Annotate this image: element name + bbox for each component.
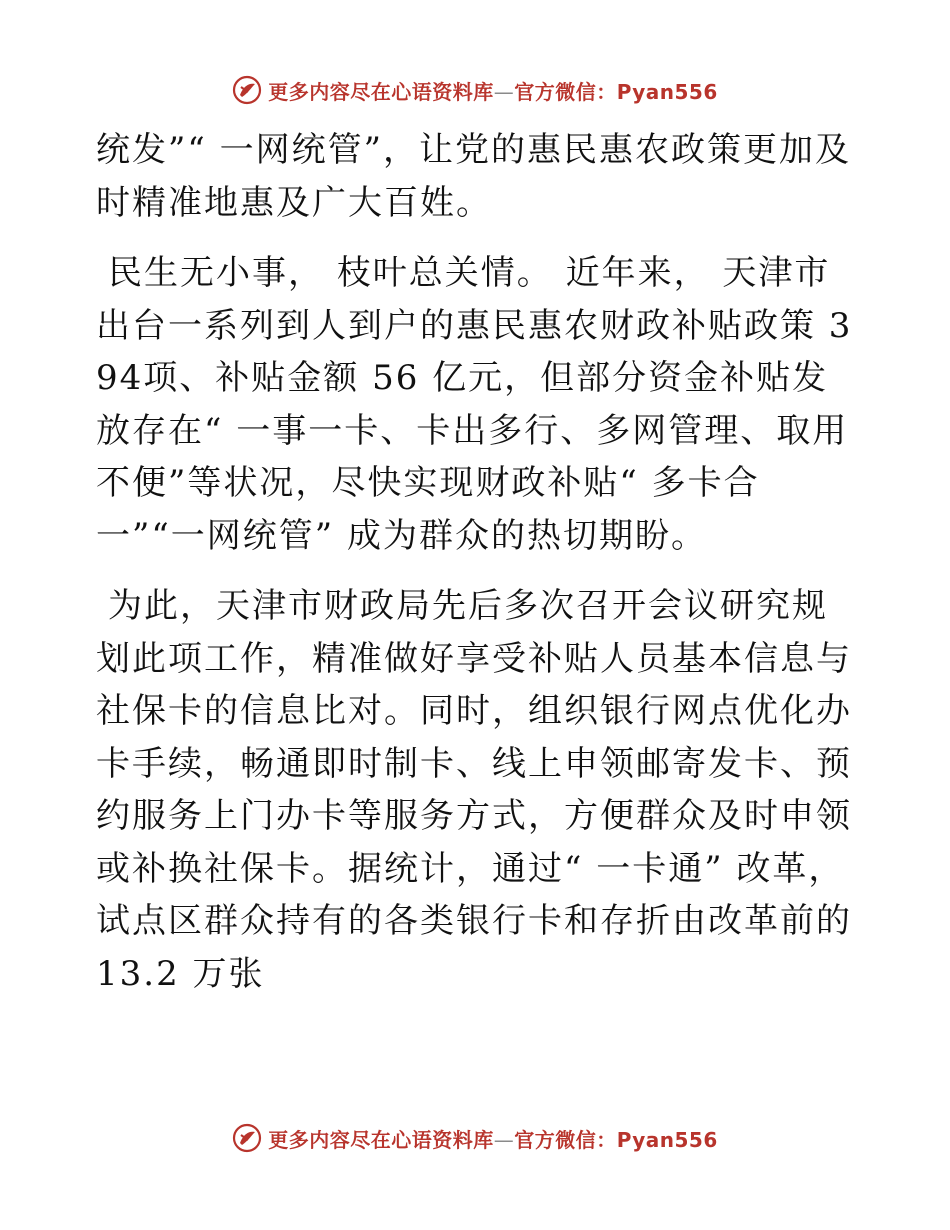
paragraph-1: 统发”“ 一网统管”，让党的惠民惠农政策更加及时精准地惠及广大百姓。 [96,130,851,223]
banner-highlight: 更多内容尽在心语资料库 [268,1127,494,1152]
banner-dash: — [493,79,515,104]
ribbon-logo-icon [232,75,262,105]
footer-banner-text [268,1124,718,1153]
footer-banner [232,1123,718,1153]
banner-suffix: 官方微信：Pyan556 [514,79,718,104]
header-banner-text [268,76,718,105]
banner-highlight: 更多内容尽在心语资料库 [268,79,494,104]
page-header [0,72,950,108]
ribbon-logo-icon [232,1123,262,1153]
document-body [96,124,854,1018]
banner-dash: — [493,1127,515,1152]
paragraph-2: 民生无小事， 枝叶总关情。 近年来， 天津市出台一系列到人到户的惠民惠农财政补贴政策 394项、补贴金额 56 亿元，但部分资金补贴发放存在“ 一事一卡、卡出多行、多网管理、取用不便”等状况，尽快实现财政补贴“ 多卡合一”“一网统管” 成为群众的热切期盼。 [96,253,853,556]
page-footer [0,1120,950,1156]
banner-suffix: 官方微信：Pyan556 [514,1127,718,1152]
paragraph-3: 为此，天津市财政局先后多次召开会议研究规划此项工作，精准做好享受补贴人员基本信息与社保卡的信息比对。同时，组织银行网点优化办卡手续，畅通即时制卡、线上申领邮寄发卡、预约服务上门办卡等服务方式，方便群众及时申领或补换社保卡。据统计，通过“ 一卡通” 改革，试点区群众持有的各类银行卡和存折由改革前的 13.2 万张 [96,586,852,994]
header-banner [232,75,718,105]
